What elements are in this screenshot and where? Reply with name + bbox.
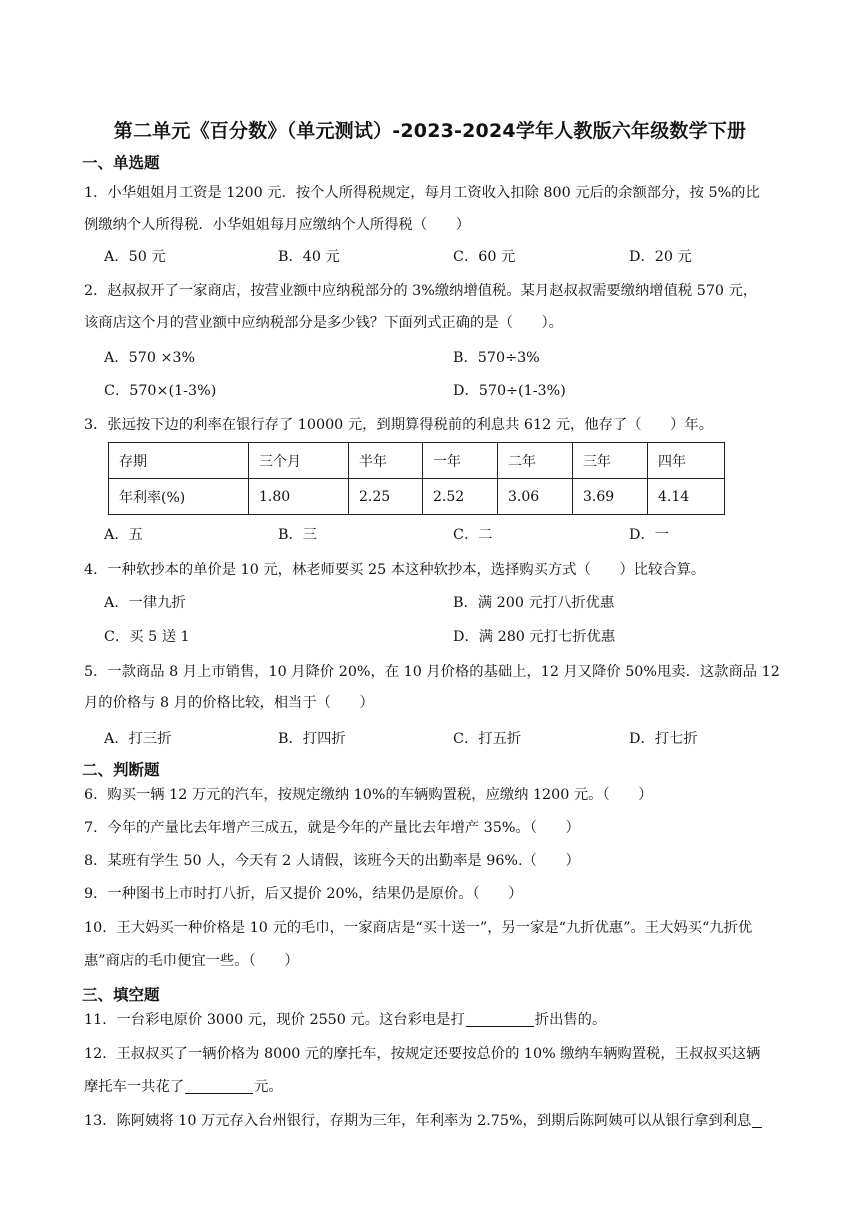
question-3-option-a[interactable]: A．五 [104,527,143,543]
question-2-option-c[interactable]: C．570×(1-3%) [104,383,217,399]
question-7: 7．今年的产量比去年增产三成五，就是今年的产量比去年增产 35%。（ ） [84,820,580,836]
question-5-line-2: 月的价格与 8 月的价格比较，相当于（ ） [84,695,374,711]
question-1-option-d[interactable]: D．20 元 [629,249,692,265]
table-cell: 2.52 [423,479,498,515]
question-5-option-a[interactable]: A．打三折 [104,731,172,747]
interest-rate-table [108,442,725,515]
table-row [109,479,725,515]
question-6: 6．购买一辆 12 万元的汽车，按规定缴纳 10%的车辆购置税，应缴纳 1200 元。（ ） [84,787,653,803]
question-11-text: 11．一台彩电原价 3000 元，现价 2550 元。这台彩电是打 [84,1012,465,1028]
question-2-option-b[interactable]: B．570÷3% [453,350,540,366]
table-cell: 二年 [498,443,573,479]
question-10-line-1: 10．王大妈买一种价格是 10 元的毛巾，一家商店是“买十送一”，另一家是“九折优惠”。王大妈买“九折优 [84,920,753,936]
table-cell: 四年 [648,443,725,479]
question-12-text: 摩托车一共花了 [84,1079,185,1095]
answer-blank[interactable] [185,1077,253,1094]
question-9: 9．一种图书上市时打八折，后又提价 20%，结果仍是原价。（ ） [84,886,523,902]
table-header-row [109,443,725,479]
question-1-line-2: 例缴纳个人所得税．小华姐姐每月应缴纳个人所得税（ ） [84,217,471,233]
question-12-text-end: 元。 [254,1079,283,1095]
table-cell: 三年 [573,443,648,479]
question-2-option-a[interactable]: A．570 ×3% [104,350,196,366]
question-3-option-c[interactable]: C．二 [453,527,493,543]
question-5-option-c[interactable]: C．打五折 [453,731,522,747]
question-3-option-b[interactable]: B．三 [278,527,318,543]
table-cell: 4.14 [648,479,725,515]
question-13 [84,1111,763,1131]
question-5-line-1: 5．一款商品 8 月上市销售，10 月降价 20%，在 10 月价格的基础上，12 月又降价 50%甩卖．这款商品 12 [84,664,780,680]
question-4-option-d[interactable]: D．满 280 元打七折优惠 [453,629,616,645]
table-cell: 半年 [349,443,423,479]
question-1-option-c[interactable]: C．60 元 [453,249,516,265]
question-5-option-b[interactable]: B．打四折 [278,731,346,747]
question-3-line-1: 3．张远按下边的利率在银行存了 10000 元，到期算得税前的利息共 612 元，他存了（ ）年。 [84,417,714,433]
table-cell: 一年 [423,443,498,479]
question-4-option-c[interactable]: C．买 5 送 1 [104,629,190,645]
question-10-line-2: 惠”商店的毛巾便宜一些。（ ） [84,953,299,969]
question-4-option-a[interactable]: A．一律九折 [104,595,186,611]
question-5-option-d[interactable]: D．打七折 [629,731,698,747]
question-12-line-2 [84,1077,283,1097]
table-cell: 年利率(%) [109,479,249,515]
question-8: 8．某班有学生 50 人，今天有 2 人请假，该班今天的出勤率是 96%.（ ） [84,853,580,869]
table-cell: 2.25 [349,479,423,515]
question-1-option-b[interactable]: B．40 元 [278,249,340,265]
question-2-line-2: 该商店这个月的营业额中应纳税部分是多少钱？下面列式正确的是（ ）。 [84,315,563,331]
question-12-line-1: 12．王叔叔买了一辆价格为 8000 元的摩托车，按规定还要按总价的 10% 缴纳车辆购置税，王叔叔买这辆 [84,1046,761,1062]
question-11 [84,1010,606,1030]
question-4-line-1: 4．一种软抄本的单价是 10 元，林老师要买 25 本这种软抄本，选择购买方式（ ）比较合算。 [84,562,706,578]
section-heading-true-false: 二、判断题 [82,761,160,779]
section-heading-fill-in: 三、填空题 [82,986,160,1004]
question-3-option-d[interactable]: D．一 [629,527,670,543]
table-cell: 3.06 [498,479,573,515]
answer-blank[interactable] [466,1010,534,1027]
question-4-option-b[interactable]: B．满 200 元打八折优惠 [453,595,615,611]
question-11-text-end: 折出售的。 [534,1012,607,1028]
question-13-text: 13．陈阿姨将 10 万元存入台州银行，存期为三年，年利率为 2.75%，到期后陈阿姨可以从银行拿到利息 [84,1113,752,1129]
question-2-option-d[interactable]: D．570÷(1-3%) [453,383,566,399]
question-1-line-1: 1．小华姐姐月工资是 1200 元．按个人所得税规定，每月工资收入扣除 800 元后的余额部分，按 5%的比 [84,185,760,201]
question-2-line-1: 2．赵叔叔开了一家商店，按营业额中应纳税部分的 3%缴纳增值税。某月赵叔叔需要缴纳增值税 570 元， [84,283,758,299]
table-cell: 三个月 [249,443,349,479]
page-title: 第二单元《百分数》（单元测试）-2023-2024学年人教版六年级数学下册 [113,120,747,142]
answer-blank[interactable] [752,1111,762,1128]
section-heading-single-choice: 一、单选题 [82,154,160,172]
question-1-option-a[interactable]: A．50 元 [104,249,166,265]
table-cell: 3.69 [573,479,648,515]
table-cell: 存期 [109,443,249,479]
table-cell: 1.80 [249,479,349,515]
